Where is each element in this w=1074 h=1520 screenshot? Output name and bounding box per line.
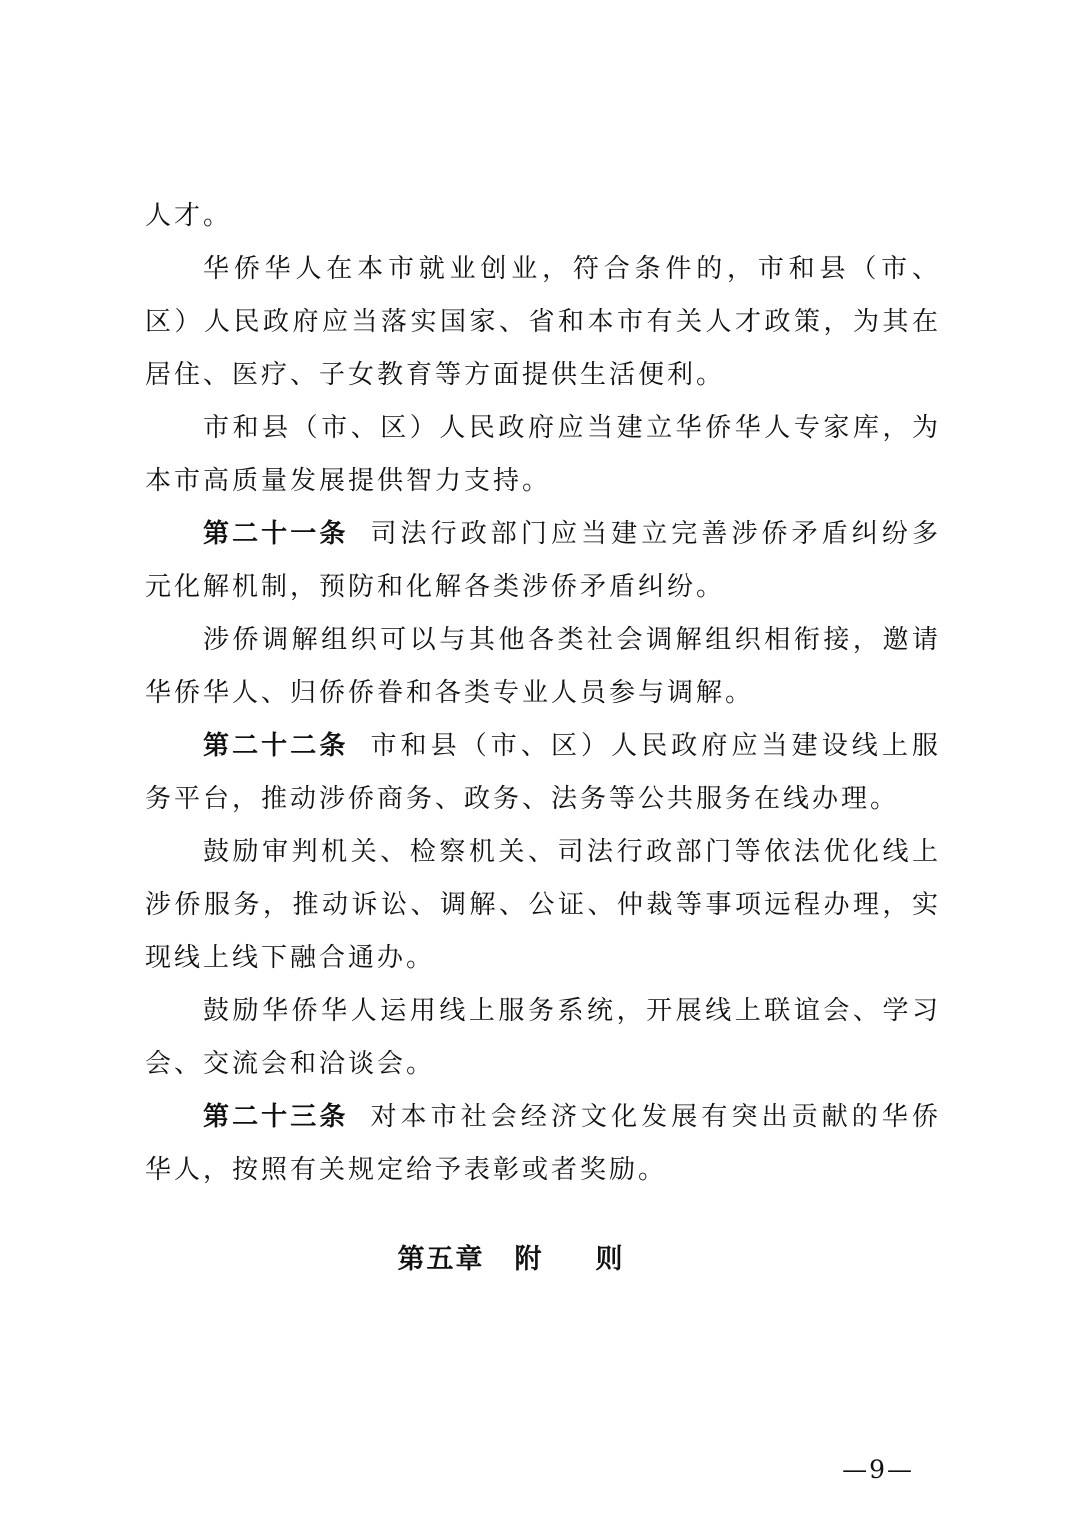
article-23 [145, 1091, 941, 1197]
paragraph-text: 华侨华人在本市就业创业，符合条件的，市和县（市、区）人民政府应当落实国家、省和本市有关人才政策，为其在居住、医疗、子女教育等方面提供生活便利。 [145, 254, 941, 390]
page-number: —9— [842, 1455, 914, 1484]
paragraph-text: 鼓励华侨华人运用线上服务系统，开展线上联谊会、学习会、交流会和洽谈会。 [145, 996, 941, 1079]
paragraph-text: 人才。 [145, 201, 233, 231]
paragraph-continuation [145, 190, 941, 243]
paragraph [145, 985, 941, 1091]
article-number: 第二十二条 [203, 731, 349, 761]
paragraph [145, 243, 941, 402]
article-22 [145, 720, 941, 826]
paragraph-text: 市和县（市、区）人民政府应当建设线上服务平台，推动涉侨商务、政务、法务等公共服务在线办理。 [145, 731, 941, 814]
article-21 [145, 508, 941, 614]
paragraph-text: 涉侨调解组织可以与其他各类社会调解组织相衔接，邀请华侨华人、归侨侨眷和各类专业人员参与调解。 [145, 625, 941, 708]
paragraph-text: 鼓励审判机关、检察机关、司法行政部门等依法优化线上涉侨服务，推动诉讼、调解、公证、仲裁等事项远程办理，实现线上线下融合通办。 [145, 837, 941, 973]
paragraph [145, 614, 941, 720]
paragraph [145, 402, 941, 508]
chapter-number: 第五章 [397, 1244, 485, 1275]
paragraph-text: 市和县（市、区）人民政府应当建立华侨华人专家库，为本市高质量发展提供智力支持。 [145, 413, 941, 496]
paragraph-text: 司法行政部门应当建立完善涉侨矛盾纠纷多元化解机制，预防和化解各类涉侨矛盾纠纷。 [145, 519, 941, 602]
paragraph [145, 826, 941, 985]
chapter-heading [0, 1240, 1074, 1280]
body-text [145, 190, 941, 1197]
paragraph-text: 对本市社会经济文化发展有突出贡献的华侨华人，按照有关规定给予表彰或者奖励。 [145, 1102, 941, 1185]
article-number: 第二十一条 [203, 519, 349, 549]
article-number: 第二十三条 [203, 1102, 349, 1132]
chapter-title: 附则 [514, 1244, 677, 1275]
